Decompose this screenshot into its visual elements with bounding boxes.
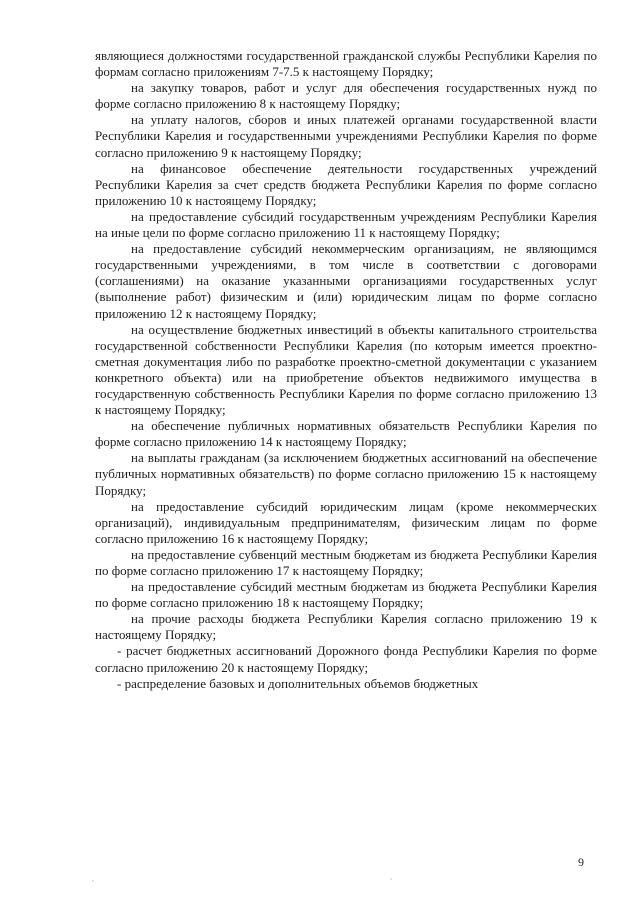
paragraph: на предоставление субвенций местным бюджетам из бюджета Республики Карелия по форме согласно приложению 17 к настоящему Порядку; xyxy=(95,546,597,578)
paragraph: являющиеся должностями государственной гражданской службы Республики Карелия по формам согласно приложениям 7-7.5 к настоящему Порядку; xyxy=(95,48,597,80)
paragraph: на обеспечение публичных нормативных обязательств Республики Карелия по форме согласно приложению 14 к настоящему Порядку; xyxy=(95,418,597,450)
scan-speck xyxy=(390,878,392,880)
paragraph: на уплату налогов, сборов и иных платежей органами государственной власти Республики Карелия и государственными учреждениями Республики Карелия по форме согласно приложению 9 к настоящему Порядку; xyxy=(95,112,597,160)
paragraph: на закупку товаров, работ и услуг для обеспечения государственных нужд по форме согласно приложению 8 к настоящему Порядку; xyxy=(95,80,597,112)
paragraph: на предоставление субсидий юридическим лицам (кроме некоммерческих организаций), индивидуальным предпринимателям, физическим лицам по форме согласно приложению 16 к настоящему Порядку; xyxy=(95,498,597,546)
paragraph: на предоставление субсидий государственным учреждениям Республики Карелия на иные цели по форме согласно приложению 11 к настоящему Порядку; xyxy=(95,208,597,241)
paragraph: на предоставление субсидий местным бюджетам из бюджета Республики Карелия по форме согласно приложению 18 к настоящему Порядку; xyxy=(95,579,597,611)
paragraph: на предоставление субсидий некоммерческим организациям, не являющимся государственными учреждениями, в том числе в соответствии с договорами (соглашениями) на оказание указанными организациями государственных услуг (выполнение работ) физическим и (или) юридическим лицам по форме согласно приложению 12 к настоящему Порядку; xyxy=(95,241,597,321)
paragraph: на прочие расходы бюджета Республики Карелия согласно приложению 19 к настоящему Порядку; xyxy=(95,611,597,643)
paragraph: - расчет бюджетных ассигнований Дорожного фонда Республики Карелия по форме согласно приложению 20 к настоящему Порядку; xyxy=(95,643,597,675)
scan-speck xyxy=(92,880,94,882)
page-number: 9 xyxy=(578,855,584,869)
paragraph: на выплаты гражданам (за исключением бюджетных ассигнований на обеспечение публичных нормативных обязательств) по форме согласно приложению 15 к настоящему Порядку; xyxy=(95,450,597,498)
paragraph: на осуществление бюджетных инвестиций в объекты капитального строительства государственной собственности Республики Карелия (по которым имеется проектно-сметная документация либо по разработке проектно-сметной документации с указанием конкретного объекта) или на приобретение объектов недвижимого имущества в государственную собственность Республики Карелия по форме согласно приложению 13 к настоящему Порядку; xyxy=(95,321,597,418)
document-body xyxy=(95,48,597,692)
paragraph: на финансовое обеспечение деятельности государственных учреждений Республики Карелия за счет средств бюджета Республики Карелия по форме согласно приложению 10 к настоящему Порядку; xyxy=(95,160,597,208)
paragraph: - распределение базовых и дополнительных объемов бюджетных xyxy=(117,675,479,691)
